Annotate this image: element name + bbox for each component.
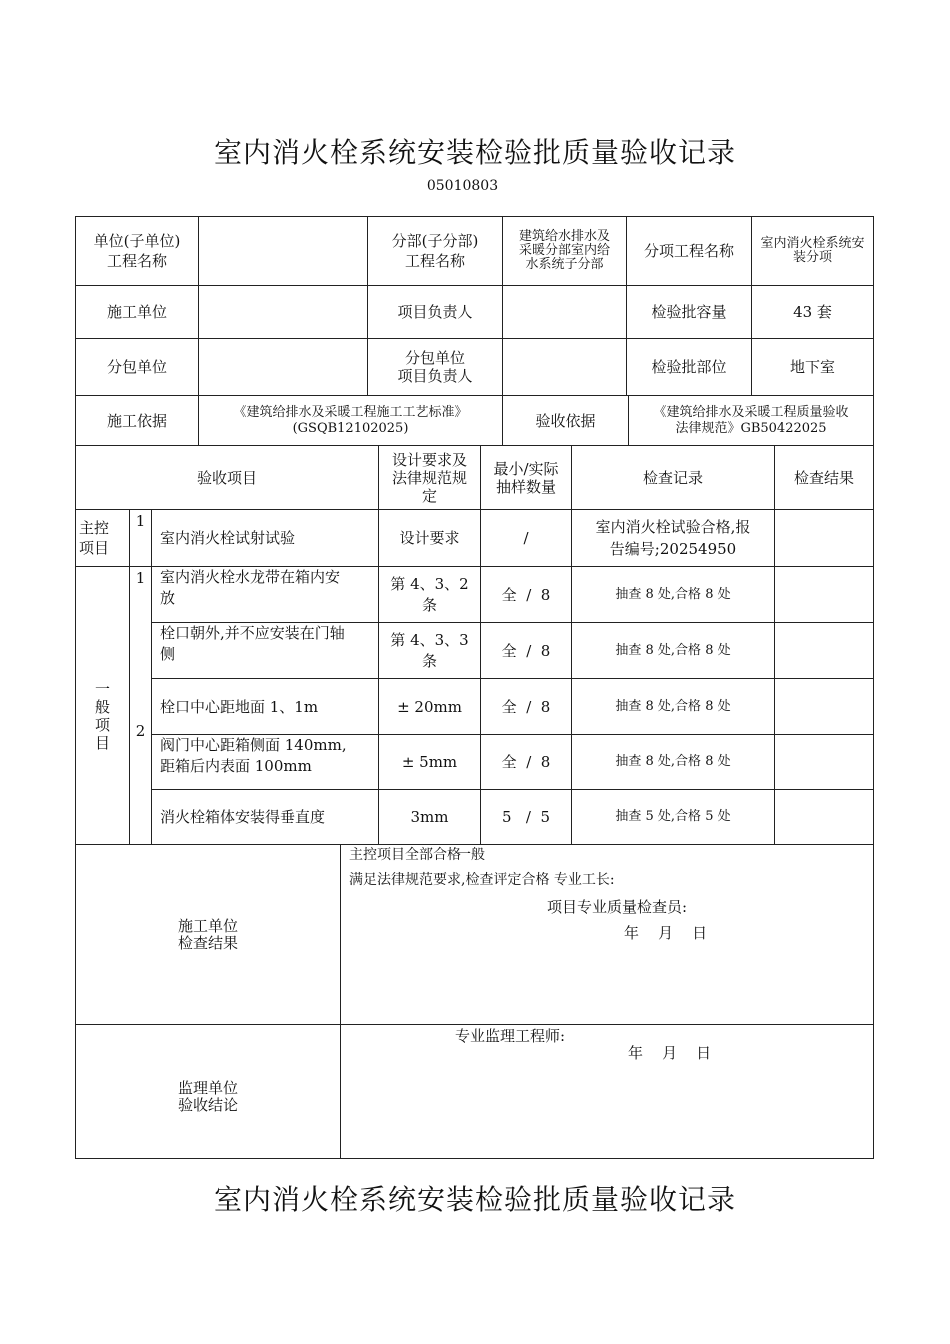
general-row-2-sample: 全 / 8 (501, 641, 551, 660)
subcontractor-value (199, 339, 367, 395)
acceptance-basis-value: 《建筑给排水及采暖工程质量验收 法律规范》GB50422025 (653, 404, 849, 436)
main-control-result (775, 510, 873, 566)
general-row-2-item: 栓口朝外,并不应安装在门轴 侧 (160, 624, 345, 663)
general-row-3-sample: 全 / 8 (501, 697, 551, 716)
general-row-1-result (775, 567, 873, 622)
general-no-2: 2 (135, 722, 146, 740)
main-control-item: 室内消火栓试射试验 (160, 529, 296, 547)
main-control-no: 1 (135, 512, 146, 530)
batch-location-value: 地下室 (789, 358, 835, 376)
acceptance-basis-label: 验收依据 (535, 411, 596, 430)
col-sample: 最小/实际 抽样数量 (493, 459, 559, 496)
col-check-result: 检查结果 (793, 468, 854, 487)
supervision-engineer-label: 专业监理工程师: (455, 1027, 566, 1045)
batch-capacity-label: 检验批容量 (651, 303, 727, 321)
form-code: 05010803 (426, 178, 499, 194)
general-row-4-sample: 全 / 8 (501, 753, 551, 771)
general-no-1: 1 (135, 569, 146, 587)
sub-item-label: 分项工程名称 (643, 242, 734, 260)
general-row-3-result (775, 679, 873, 734)
main-control-req: 设计要求 (399, 529, 460, 547)
sub-item-value: 室内消火栓系统安装分项 (760, 236, 865, 265)
general-row-1-item: 室内消火栓水龙带在箱内安 放 (160, 568, 341, 607)
subdivision-value: 建筑给水排水及采暖分部室内给水系统子分部 (518, 229, 610, 272)
general-row-3-req: ± 20mm (397, 697, 462, 716)
supervision-date: 年 月 日 (628, 1044, 712, 1062)
sub-manager-value (503, 339, 626, 395)
project-manager-label: 项目负责人 (397, 303, 473, 321)
subdivision-label: 分部(子分部) 工程名称 (391, 232, 479, 270)
general-row-5-record: 抽查 5 处,合格 5 处 (615, 809, 731, 824)
general-row-3-record: 抽查 8 处,合格 8 处 (615, 698, 731, 714)
unit-name-label: 单位(子单位) 工程名称 (93, 232, 181, 270)
supervision-label: 监理单位 验收结论 (177, 1078, 238, 1114)
construction-check-date: 年 月 日 (624, 924, 708, 942)
general-row-2-record: 抽查 8 处,合格 8 处 (615, 642, 731, 658)
contractor-value (199, 286, 367, 338)
general-row-5-item: 消火栓箱体安装得垂直度 (160, 808, 326, 826)
subcontractor-label: 分包单位 (106, 358, 167, 376)
contractor-label: 施工单位 (106, 303, 167, 321)
general-row-4-record: 抽查 8 处,合格 8 处 (615, 754, 731, 769)
batch-capacity-value: 43 套 (793, 303, 832, 321)
quality-inspector-label: 项目专业质量检查员: (547, 898, 688, 916)
construction-basis-value: 《建筑给排水及采暖工程施工工艺标准》 (GSQB12102025) (233, 404, 468, 436)
general-row-1-record: 抽查 8 处,合格 8 处 (615, 586, 731, 602)
general-row-5-sample: 5 / 5 (502, 808, 550, 826)
unit-name-value (199, 217, 367, 285)
main-control-record: 室内消火栓试验合格,报 告编号;20254950 (595, 518, 751, 558)
main-control-sample: / (523, 529, 529, 547)
general-row-3-item: 栓口中心距地面 1、1m (160, 697, 319, 716)
col-acceptance-item: 验收项目 (196, 468, 257, 487)
col-requirement: 设计要求及 法律规范规 定 (391, 450, 467, 505)
page-title: 室内消火栓系统安装检验批质量验收记录 (213, 136, 736, 169)
construction-check-line-2: 满足法律规范要求,检查评定合格 专业工长: (349, 872, 615, 888)
general-row-4-req: ± 5mm (401, 753, 458, 771)
sub-manager-label: 分包单位 项目负责人 (397, 349, 473, 385)
batch-location-label: 检验批部位 (651, 358, 727, 376)
general-row-4-item: 阀门中心距箱侧面 140mm, 距箱后内表面 100mm (160, 736, 347, 775)
general-row-5-result (775, 790, 873, 844)
general-row-4-result (775, 735, 873, 789)
general-items-label: 一 般 项 目 (94, 679, 110, 752)
main-control-label: 主控 项目 (79, 519, 110, 557)
project-manager-value (503, 286, 626, 338)
general-row-2-req: 第 4、3、3 条 (390, 630, 469, 670)
construction-check-label: 施工单位 检查结果 (177, 916, 238, 952)
construction-basis-label: 施工依据 (106, 411, 167, 430)
col-check-record: 检查记录 (642, 468, 703, 487)
construction-check-line-1: 主控项目全部合格一般 (349, 847, 485, 863)
general-row-2-result (775, 623, 873, 678)
general-row-5-req: 3mm (410, 808, 449, 826)
general-row-1-req: 第 4、3、2 条 (390, 574, 469, 614)
footer-title: 室内消火栓系统安装检验批质量验收记录 (213, 1183, 736, 1216)
general-row-1-sample: 全 / 8 (501, 585, 551, 604)
